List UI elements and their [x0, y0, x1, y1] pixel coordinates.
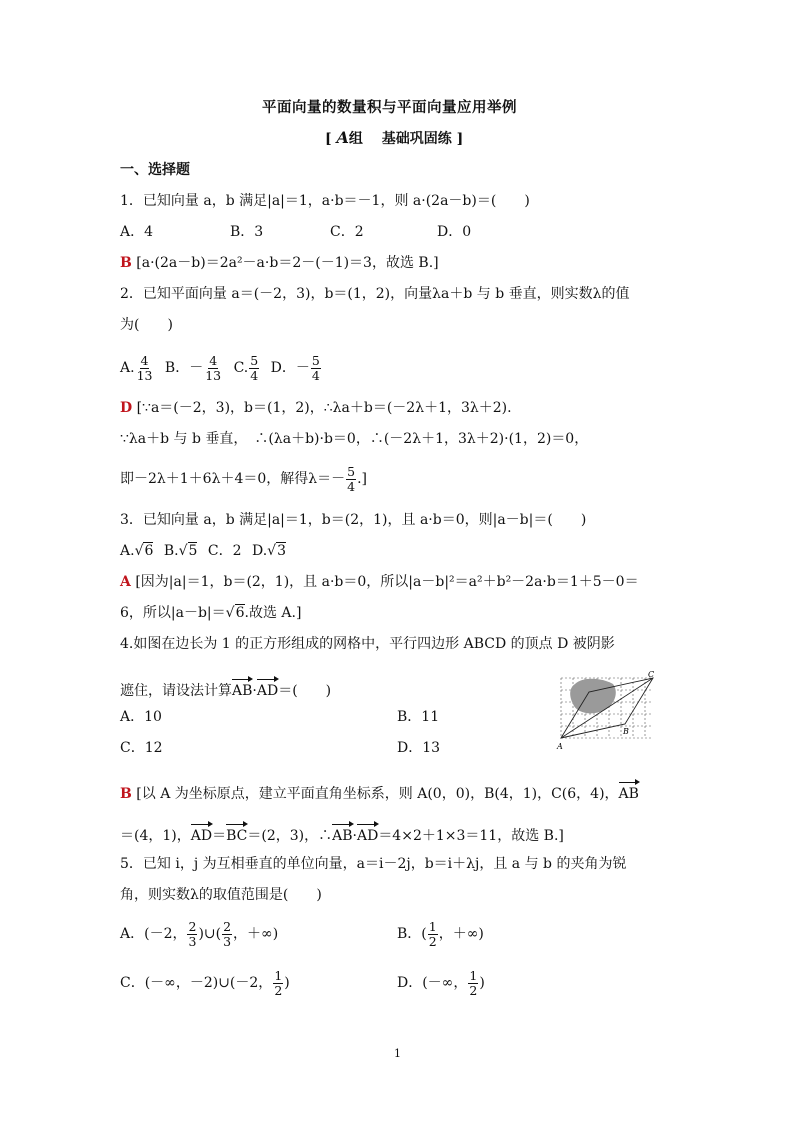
- q4-option-d: D．13: [397, 740, 441, 756]
- q5-option-b: B．( $\frac{1}{2}$ ，＋∞): [397, 918, 484, 949]
- q2-stem-line2: 为( ): [120, 317, 173, 333]
- q2-solution-line3: 即－2λ＋1＋6λ＋4＝0，解得λ＝－ $\frac{5}{4}$ .]: [120, 463, 368, 494]
- q4-stem-line2: 遮住，请设法计算AB·AD＝( ): [120, 677, 331, 701]
- vector-ab: AB: [619, 780, 639, 804]
- q3-option-a: A.√6: [120, 543, 154, 559]
- q2-option-b: B．－ $\frac{4}{13}$: [164, 352, 222, 383]
- q1-option-b: B．3: [230, 224, 264, 240]
- q4-solution-line2: ＝(4，1)，AD＝BC＝(2，3)，∴AB·AD＝4×2＋1×3＝11，故选 B.]: [120, 822, 564, 846]
- q5-stem-line2: 角，则实数λ的取值范围是( ): [120, 887, 322, 903]
- label-a: A: [557, 742, 563, 751]
- q5-stem-line1: 5．已知 i，j 为互相垂直的单位向量，a＝i－2j，b＝i＋λj，且 a 与 b 的夹角为锐: [120, 856, 627, 872]
- vector-ab: AB: [232, 677, 252, 701]
- q2-stem-line1: 2．已知平面向量 a＝(－2，3)，b＝(1，2)，向量λa＋b 与 b 垂直，则实数λ的值: [120, 286, 630, 302]
- q2-option-c: C. $\frac{5}{4}$: [233, 352, 259, 383]
- vector-ab: AB: [332, 822, 352, 846]
- q4-solution-line1: B [以 A 为坐标原点，建立平面直角坐标系，则 A(0，0)，B(4，1)，C(6，4)，AB: [120, 780, 639, 804]
- group-close-bracket: ]: [456, 131, 464, 147]
- q3-option-d: D.√3: [251, 543, 287, 559]
- vector-bc: BC: [226, 822, 247, 846]
- q4-option-b: B．11: [397, 709, 440, 725]
- vector-ad: AD: [357, 822, 378, 846]
- group-heading: [325, 128, 463, 149]
- q4-stem-line1: 4.如图在边长为 1 的正方形组成的网格中，平行四边形 ABCD 的顶点 D 被阴影: [120, 636, 615, 652]
- group-suffix: 组: [348, 131, 363, 147]
- q5-option-d: D．(－∞， $\frac{1}{2}$ ): [397, 967, 485, 998]
- section-heading: 一、选择题: [120, 162, 190, 178]
- q3-solution-line2: 6，所以|a－b|＝√6.故选 A.]: [120, 605, 302, 621]
- group-name: 基础巩固练: [381, 131, 452, 147]
- q3-options: [120, 541, 286, 561]
- q1-stem: 1．已知向量 a，b 满足|a|＝1，a·b＝－1，则 a·(2a－b)＝( ): [120, 193, 530, 209]
- q3-stem: 3．已知向量 a，b 满足|a|＝1，b＝(2，1)，且 a·b＝0，则|a－b|＝( ): [120, 512, 587, 528]
- page-number: 1: [394, 1047, 401, 1060]
- page-title: 平面向量的数量积与平面向量应用举例: [262, 99, 517, 116]
- vector-ad: AD: [257, 677, 278, 701]
- q2-solution-line1: D [∵a＝(－2，3)，b＝(1，2)，∴λa＋b＝(－2λ＋1，3λ＋2).: [120, 400, 512, 416]
- label-c: C: [648, 670, 655, 679]
- q5-option-a: A．(－2， $\frac{2}{3}$ )∪( $\frac{2}{3}$ ，＋∞): [120, 918, 279, 949]
- grid-figure: [553, 670, 663, 752]
- q1-option-a: A．4: [120, 224, 154, 240]
- q3-option-b: B.√5: [163, 543, 198, 559]
- q1-option-d: D．0: [437, 224, 472, 240]
- q1-answer: B: [120, 255, 132, 271]
- q4-option-a: A．10: [120, 709, 162, 725]
- q2-options: [120, 350, 322, 386]
- q4-answer: B: [120, 786, 132, 802]
- q1-solution-text: [a·(2a－b)＝2a²－a·b＝2－(－1)＝3，故选 B.]: [136, 255, 439, 271]
- q2-solution-line2: ∵λa＋b 与 b 垂直， ∴(λa＋b)·b＝0，∴(－2λ＋1，3λ＋2)·(1，2)＝0，: [120, 431, 589, 447]
- label-b: B: [623, 727, 629, 736]
- q1-solution: [120, 253, 439, 273]
- q3-answer: A: [120, 574, 131, 590]
- group-open-bracket: [: [325, 131, 332, 147]
- q4-option-c: C．12: [120, 740, 163, 756]
- q3-solution-line1: A [因为|a|＝1，b＝(2，1)，且 a·b＝0，所以|a－b|²＝a²＋b²－2a·b＝1＋5－0＝: [120, 574, 639, 590]
- q2-option-d: D．－ $\frac{5}{4}$: [270, 352, 320, 383]
- q2-answer: D: [120, 400, 133, 416]
- shaded-region: [570, 679, 616, 714]
- vector-ad: AD: [191, 822, 212, 846]
- q5-option-c: C．(－∞，－2)∪(－2， $\frac{1}{2}$ ): [120, 967, 290, 998]
- q1-option-c: C．2: [330, 224, 364, 240]
- q3-option-c: C．2: [207, 543, 242, 559]
- group-badge: A: [336, 128, 349, 147]
- q2-option-a: A. $\frac{4}{13}$: [120, 352, 153, 383]
